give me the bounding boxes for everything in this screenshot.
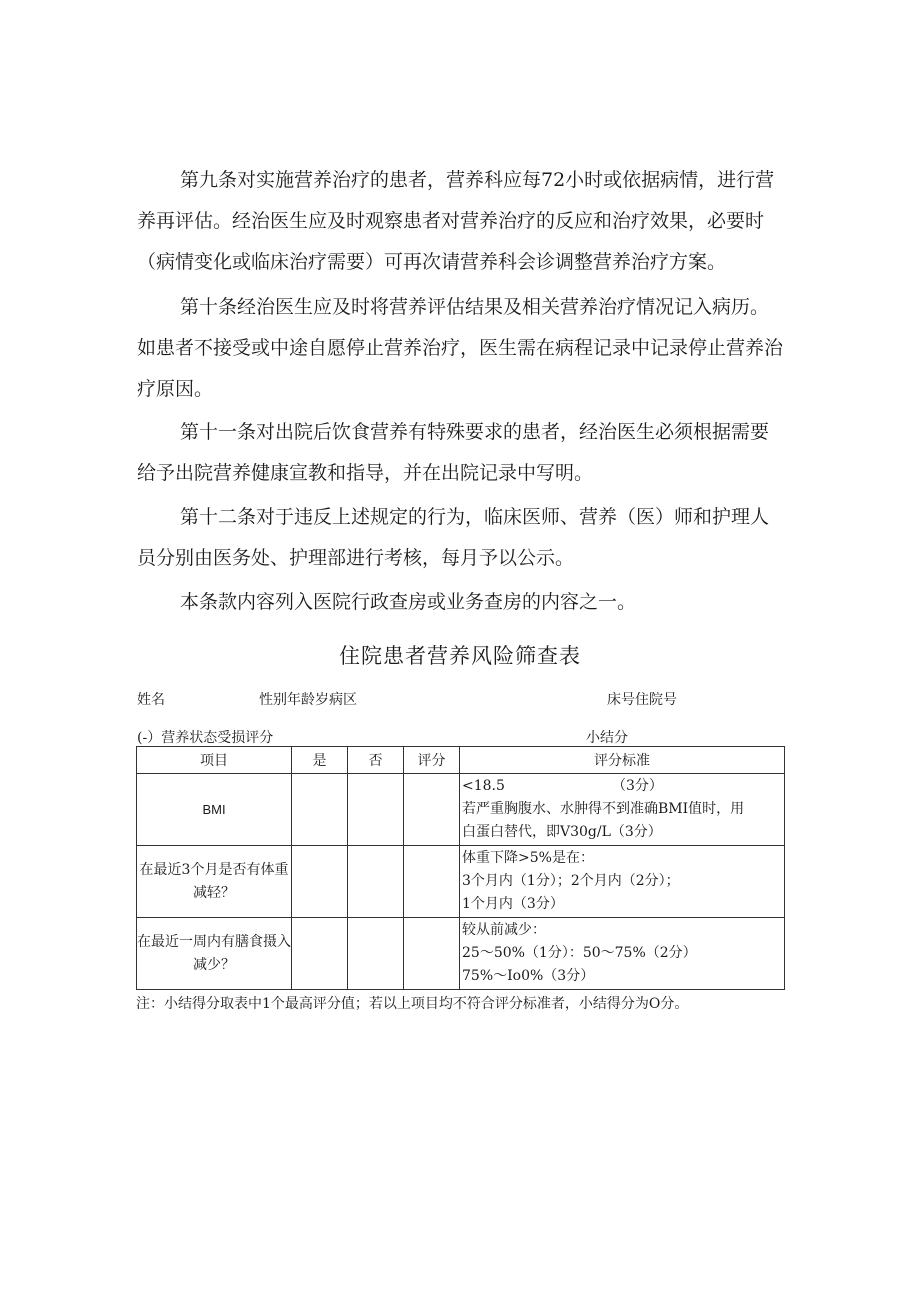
criteria-line: 体重下降>5%是在： xyxy=(462,850,594,866)
row-item-weight-loss: 在最近3个月是否有体重减轻？ xyxy=(137,846,292,918)
table-row xyxy=(137,918,785,990)
criteria-line: 1个月内（3分） xyxy=(462,896,564,912)
header-yes: 是 xyxy=(292,747,348,774)
paragraph-inspection-clause: 本条款内容列入医院行政查房或业务查房的内容之一。 xyxy=(180,591,637,613)
table-footnote: 注：小结得分取表中1个最高评分值；若以上项目均不符合评分标准者，小结得分为O分。 xyxy=(136,996,689,1012)
info-gender-age-ward-label: 性别年龄岁病区 xyxy=(259,692,357,708)
header-no: 否 xyxy=(348,747,404,774)
row-criteria xyxy=(460,774,785,846)
subtotal-label: 小结分 xyxy=(586,730,628,746)
header-item: 项目 xyxy=(137,747,292,774)
cell-no[interactable] xyxy=(348,774,404,846)
criteria-line: 25〜50%（1分）：50〜75%（2分） xyxy=(462,945,697,961)
cell-no[interactable] xyxy=(348,846,404,918)
paragraph-article-10: 第十条经治医生应及时将营养评估结果及相关营养治疗情况记入病历。如患者不接受或中途自愿停止营养治疗，医生需在病程记录中记录停止营养治疗原因。 xyxy=(137,296,784,400)
table-row xyxy=(137,774,785,846)
criteria-line: <18.5 xyxy=(462,778,505,794)
paragraph-article-11: 第十一条对出院后饮食营养有特殊要求的患者，经治医生必须根据需要给予出院营养健康宣教和指导，并在出院记录中写明。 xyxy=(137,421,770,484)
info-bed-admission-label: 床号住院号 xyxy=(607,692,677,708)
form-title: 住院患者营养风险筛查表 xyxy=(339,644,581,668)
cell-score[interactable] xyxy=(404,846,460,918)
cell-yes[interactable] xyxy=(292,918,348,990)
header-criteria: 评分标准 xyxy=(460,747,785,774)
info-name-label: 姓名 xyxy=(137,692,165,708)
criteria-line: 若严重胸腹水、水肿得不到准确BMI值时，用 xyxy=(462,801,745,817)
cell-no[interactable] xyxy=(348,918,404,990)
cell-yes[interactable] xyxy=(292,774,348,846)
row-criteria xyxy=(460,846,785,918)
cell-score[interactable] xyxy=(404,918,460,990)
paragraph-article-9: 第九条对实施营养治疗的患者，营养科应每72小时或依据病情，进行营养再评估。经治医生应及时观察患者对营养治疗的反应和治疗效果，必要时（病情变化或临床治疗需要）可再次请营养科会诊调整营养治疗方案。 xyxy=(137,169,775,273)
criteria-line: 3个月内（1分）；2个月内（2分）； xyxy=(462,873,680,889)
criteria-line: 75%〜Io0%（3分） xyxy=(462,968,595,984)
table-row xyxy=(137,846,785,918)
screening-table xyxy=(136,746,785,990)
criteria-score: （3分） xyxy=(612,778,663,794)
cell-score[interactable] xyxy=(404,774,460,846)
row-criteria xyxy=(460,918,785,990)
criteria-line: 白蛋白替代，即V30g/L（3分） xyxy=(462,824,662,840)
row-item-bmi: BMI xyxy=(137,774,292,846)
section-label: (-）营养状态受损评分 xyxy=(137,730,274,746)
cell-yes[interactable] xyxy=(292,846,348,918)
header-score: 评分 xyxy=(404,747,460,774)
row-item-intake-reduction: 在最近一周内有膳食摄入减少？ xyxy=(137,918,292,990)
criteria-line: 较从前减少： xyxy=(462,922,546,938)
paragraph-article-12: 第十二条对于违反上述规定的行为，临床医师、营养（医）师和护理人员分别由医务处、护理部进行考核，每月予以公示。 xyxy=(137,506,770,569)
table-header-row xyxy=(137,747,785,774)
